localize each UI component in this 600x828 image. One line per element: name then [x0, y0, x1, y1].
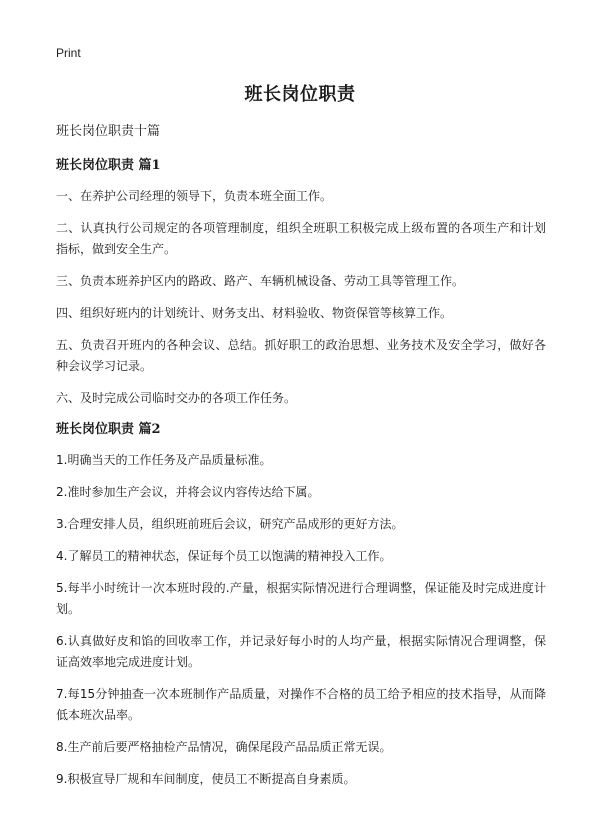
- page-title: 班长岗位职责: [244, 84, 356, 105]
- document-subtitle: 班长岗位职责十篇: [56, 124, 161, 139]
- paragraph: 6.认真做好皮和馅的回收率工作，并记录好每小时的人均产量，根据实际情况合理调整，保证高效率地完成进度计划。: [56, 634, 546, 669]
- paragraph: 4.了解员工的精神状态，保证每个员工以饱满的精神投入工作。: [56, 549, 392, 563]
- section-heading: 班长岗位职责 篇2: [56, 422, 161, 437]
- paragraph: 2.准时参加生产会议，并将会议内容传达给下属。: [56, 485, 320, 499]
- paragraph: 8.生产前后要严格抽检产品情况，确保尾段产品品质正常无误。: [56, 740, 392, 754]
- paragraph: 二、认真执行公司规定的各项管理制度，组织全班职工积极完成上级布置的各项生产和计划指标，做到安全生产。: [56, 221, 546, 256]
- paragraph: 1.明确当天的工作任务及产品质量标准。: [56, 453, 272, 467]
- paragraph: 五、负责召开班内的各种会议、总结。抓好职工的政治思想、业务技术及安全学习，做好各种会议学习记录。: [56, 338, 546, 373]
- paragraph: 三、负责本班养护区内的路政、路产、车辆机械设备、劳动工具等管理工作。: [56, 274, 465, 288]
- paragraph: 六、及时完成公司临时交办的各项工作任务。: [56, 391, 297, 405]
- paragraph: 7.每15分钟抽查一次本班制作产品质量，对操作不合格的员工给予相应的技术指导，从而降低本班次品率。: [56, 687, 546, 722]
- paragraph: 9.积极宣导厂规和车间制度，使员工不断提高自身素质。: [56, 772, 356, 786]
- paragraph: 3.合理安排人员，组织班前班后会议，研究产品成形的更好方法。: [56, 517, 404, 531]
- document-body: [56, 122, 546, 801]
- paragraph: 一、在养护公司经理的领导下，负责本班全面工作。: [56, 189, 333, 203]
- section-2: [56, 420, 546, 790]
- section-heading: 班长岗位职责 篇1: [56, 158, 161, 173]
- print-link[interactable]: Print: [56, 46, 81, 60]
- section-1: [56, 156, 546, 409]
- paragraph: 四、组织好班内的计划统计、财务支出、材料验收、物资保管等核算工作。: [56, 306, 453, 320]
- paragraph: 5.每半小时统计一次本班时段的.产量，根据实际情况进行合理调整，保证能及时完成进度计划。: [56, 581, 546, 616]
